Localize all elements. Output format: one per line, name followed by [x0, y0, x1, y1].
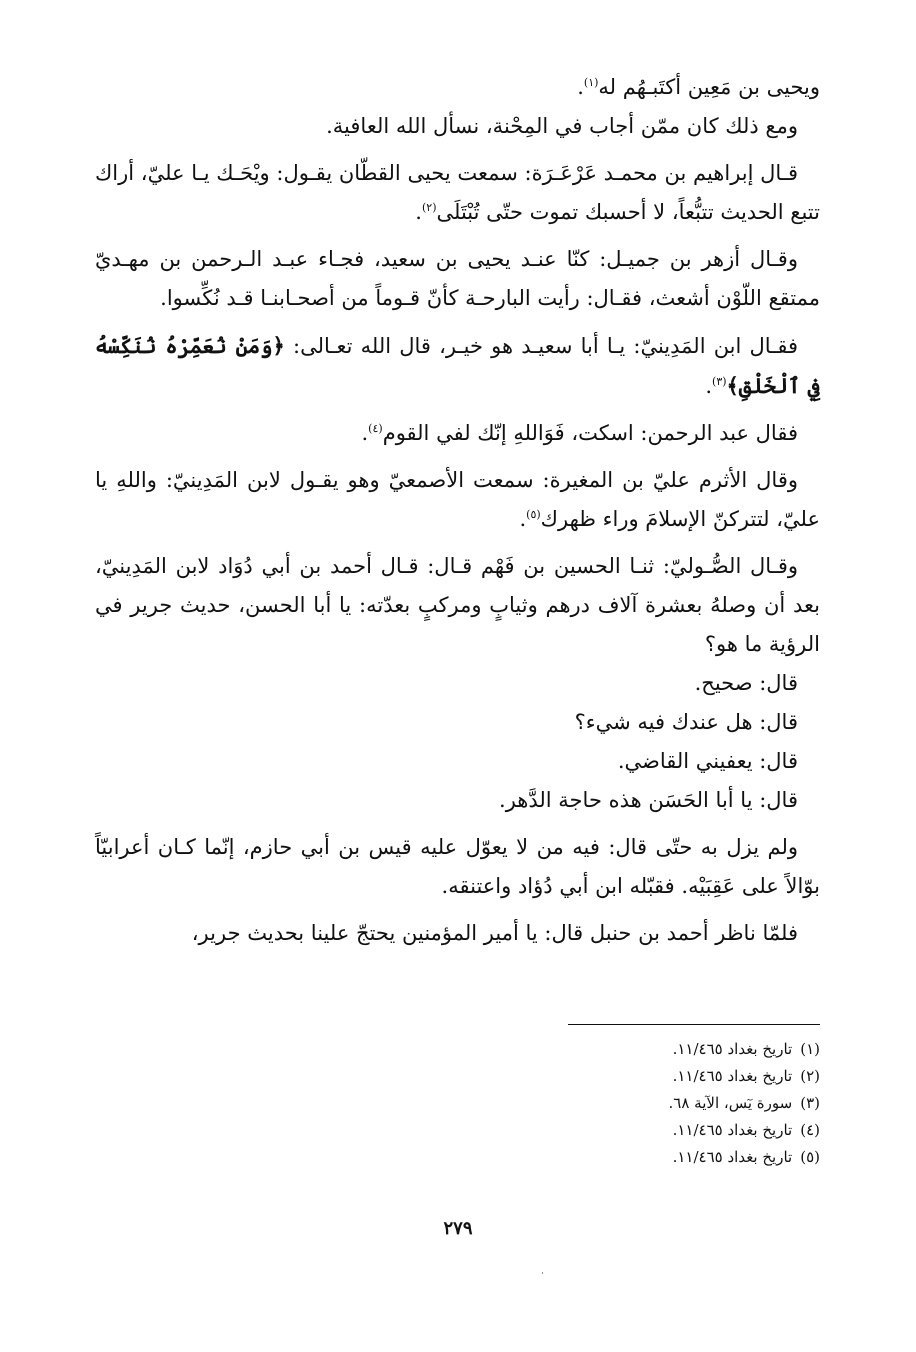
footnote-number: (٥): [800, 1148, 820, 1166]
scan-speck: [542, 1272, 543, 1274]
footnotes: [400, 1036, 820, 1171]
footnote-ref: (١): [583, 76, 599, 89]
footnote: [400, 1036, 820, 1063]
footnote-number: (٤): [800, 1121, 820, 1139]
footnote-text: تاريخ بغداد ١١/٤٦٥.: [672, 1121, 793, 1139]
text: فقـال ابن المَدِينيّ: يـا أبا سعيـد هو خيـر، قال الله تعـالى:: [293, 334, 798, 358]
paragraph-9: فلمّا ناظر أحمد بن حنبل قال: يا أمير المؤمنين يحتجّ علينا بحديث جرير،: [191, 921, 798, 945]
reply-line: قال: هل عندك فيه شيء؟: [574, 710, 798, 734]
paragraph-6: [95, 461, 820, 539]
text: ويحيى بن مَعِين أكتَبـهُم له: [598, 75, 820, 99]
text: .: [519, 507, 527, 531]
paragraph-7: وقـال الصُّـوليّ: ثنـا الحسين بن فَهْم قـال: قـال أحمد بن أبي دُوَاد لابن المَدِينيّ، بعد أن وصلهُ بعشرة آلاف درهم وثيابٍ ومركبٍ بعدّته: يا أبا الحسن، حديث جرير في الرؤية ما هو؟: [95, 554, 820, 656]
footnote: [400, 1063, 820, 1090]
footnote-text: تاريخ بغداد ١١/٤٦٥.: [672, 1040, 793, 1058]
text: وقال الأثرم عليّ بن المغيرة: سمعت الأصمعيّ وهو يقـول لابن المَدِينيّ: واللهِ يا عليّ، لتتركنّ الإسلامَ وراء ظهرك: [95, 468, 820, 531]
dialogue: [95, 664, 820, 820]
paragraph-2: [95, 154, 820, 232]
footnote-ref: (٢): [421, 201, 437, 214]
text: .: [705, 374, 713, 398]
footnote-number: (٣): [800, 1094, 820, 1112]
footnote-ref: (٥): [526, 508, 541, 521]
text: فقال عبد الرحمن: اسكت، فَوَاللهِ إنّك لفي القوم: [382, 421, 798, 445]
footnote: [400, 1144, 820, 1171]
text: .: [415, 200, 422, 224]
paragraph-1: [95, 68, 820, 146]
footnote-text: تاريخ بغداد ١١/٤٦٥.: [672, 1067, 793, 1085]
paragraph-5: [95, 414, 820, 453]
reply-line: قال: يا أبا الحَسَن هذه حاجة الدَّهر.: [499, 788, 798, 812]
footnote-ref: (٤): [368, 422, 383, 435]
footnote-number: (٢): [800, 1067, 820, 1085]
quran-verse: ﴿وَمَنْ نُعَمِّرْهُ نُنَكِّسْهُ فِي ٱلْخَلْقِ﴾: [95, 333, 820, 398]
paragraph-8: ولم يزل به حتّى قال: فيه من لا يعوّل عليه قيس بن أبي حازم، إنّما كـان أعرابيّاً بوّالاً على عَقِبَيْه. فقبّله ابن أبي دُؤاد واعتنقه.: [95, 835, 820, 898]
text: .: [577, 75, 584, 99]
paragraph-3: وقـال أزهر بن جميـل: كنّا عنـد يحيى بن سعيد، فجـاء عبـد الـرحمن بن مهـديّ ممتقع اللّوْن أشعث، فقـال: رأيت البارحـة كأنّ قـوماً من أصحـابنـا قـد نُكِّسوا.: [95, 247, 820, 310]
footnote-ref: (٣): [712, 375, 727, 388]
page-number: ٢٧٩: [443, 1218, 473, 1239]
paragraph-line: [95, 68, 820, 107]
footnote-number: (١): [800, 1040, 820, 1058]
footnote-text: سورة يٓس، الآية ٦٨.: [668, 1094, 793, 1112]
footnote-divider: [568, 1024, 820, 1025]
text: .: [361, 421, 369, 445]
footnote: [400, 1117, 820, 1144]
reply-line: قال: يعفيني القاضي.: [617, 749, 798, 773]
footnote: [400, 1090, 820, 1117]
footnote-text: تاريخ بغداد ١١/٤٦٥.: [672, 1148, 793, 1166]
paragraph-line: ومع ذلك كان ممّن أجاب في المِحْنة، نسأل الله العافية.: [326, 114, 798, 138]
paragraph-4: [95, 326, 820, 406]
page-body: [95, 68, 820, 961]
reply-line: قال: صحيح.: [694, 671, 798, 695]
text: قـال إبراهيم بن محمـد عَرْعَـرَة: سمعت يحيى القطّان يقـول: ويْحَـك يـا عليّ، أراك تتبع الحديث تتبُّعاً، لا أحسبك تموت حتّى تُبْتَلَى: [95, 161, 820, 224]
